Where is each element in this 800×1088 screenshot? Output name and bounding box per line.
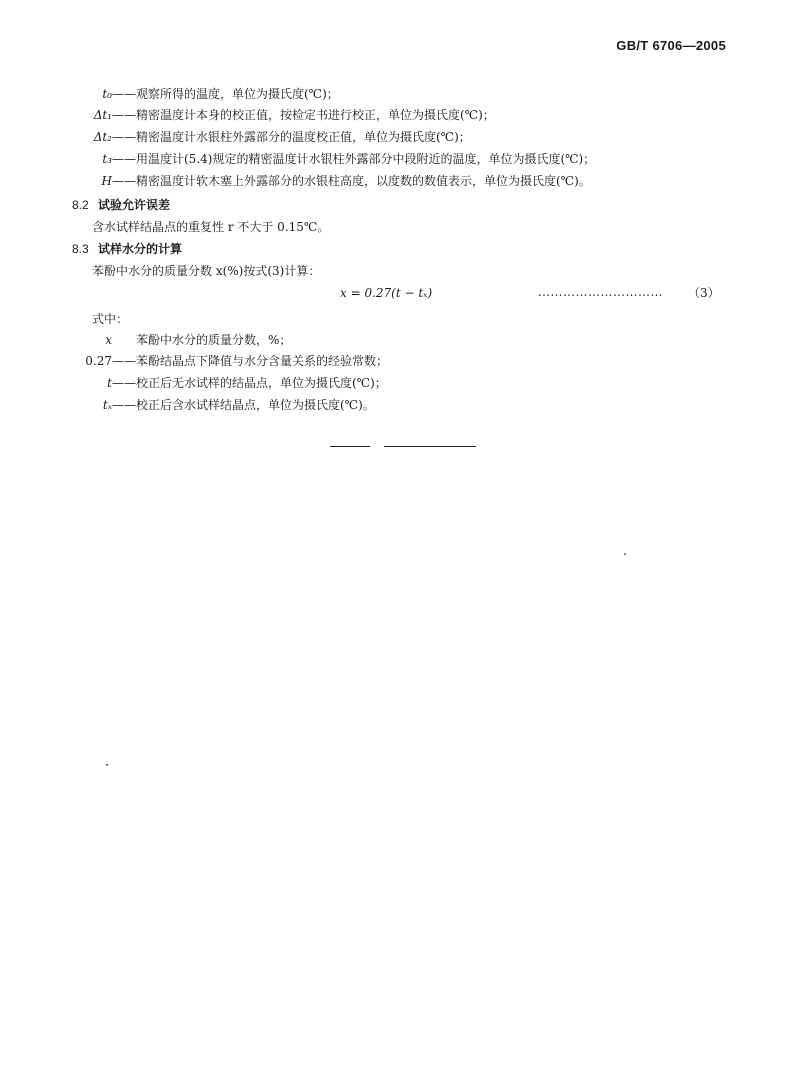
definition-item <box>72 353 388 369</box>
definition-dash: —— <box>112 130 136 144</box>
definition-text: 苯酚中水分的质量分数，%； <box>136 333 292 347</box>
definition-text: 精密温度计本身的校正值，按检定书进行校正，单位为摄氏度(℃)； <box>136 108 495 122</box>
definition-item <box>72 129 471 145</box>
definition-symbol: t₀ <box>102 87 112 101</box>
definition-text: 精密温度计水银柱外露部分的温度校正值，单位为摄氏度(℃)； <box>136 130 471 144</box>
definition-symbol: 0.27 <box>85 354 112 368</box>
definition-item <box>72 107 495 123</box>
definition-symbol: t <box>107 376 112 390</box>
definition-text: 精密温度计软木塞上外露部分的水银柱高度，以度数的数值表示，单位为摄氏度(℃)。 <box>136 174 591 188</box>
where-label: 式中： <box>92 312 129 326</box>
end-rule-right <box>384 446 476 447</box>
definition-dash: —— <box>112 354 136 368</box>
definition-dash: —— <box>112 376 136 390</box>
definition-symbol: Δt₂ <box>93 130 112 144</box>
definition-symbol: H <box>101 174 112 188</box>
definition-dash: —— <box>112 398 136 412</box>
section-body: 含水试样结晶点的重复性 r 不大于 0.15℃。 <box>92 220 330 234</box>
definition-text: 用温度计(5.4)规定的精密温度计水银柱外露部分中段附近的温度，单位为摄氏度(℃)； <box>136 152 596 166</box>
definition-dash: —— <box>112 152 136 166</box>
scan-speck <box>624 553 626 555</box>
definition-symbol: tₓ <box>102 398 112 412</box>
definition-symbol: t₃ <box>102 152 112 166</box>
section-title: 试样水分的计算 <box>98 242 183 256</box>
formula-leader: ………………………… <box>538 285 663 299</box>
definition-item <box>72 86 339 102</box>
section-number: 8.2 <box>72 198 89 212</box>
definition-text: 观察所得的温度，单位为摄氏度(℃)； <box>136 87 339 101</box>
definition-dash: —— <box>112 87 136 101</box>
section-title: 试验允许误差 <box>98 198 171 212</box>
formula: x = 0.27(t − tₓ) <box>340 286 433 300</box>
formula-number: （3） <box>688 286 720 300</box>
definition-text: 校正后含水试样结晶点，单位为摄氏度(℃)。 <box>136 398 375 412</box>
end-rule-left <box>330 446 370 447</box>
standard-code: GB/T 6706—2005 <box>616 38 726 53</box>
definition-item <box>72 151 595 167</box>
definition-item <box>72 173 591 189</box>
section-number: 8.3 <box>72 242 89 256</box>
section-body: 苯酚中水分的质量分数 x(%)按式(3)计算： <box>92 264 321 278</box>
scan-speck <box>106 764 108 766</box>
definition-symbol: x <box>105 333 112 347</box>
section-heading-8-3 <box>72 241 182 257</box>
definition-dash: —— <box>112 108 136 122</box>
section-heading-8-2 <box>72 197 170 213</box>
definition-dash: —— <box>112 174 136 188</box>
definition-symbol: Δt₁ <box>93 108 112 122</box>
definition-text: 苯酚结晶点下降值与水分含量关系的经验常数； <box>136 354 389 368</box>
definition-item <box>72 375 387 391</box>
definition-item <box>72 332 291 348</box>
definition-item <box>72 397 375 413</box>
definition-text: 校正后无水试样的结晶点，单位为摄氏度(℃)； <box>136 376 387 390</box>
